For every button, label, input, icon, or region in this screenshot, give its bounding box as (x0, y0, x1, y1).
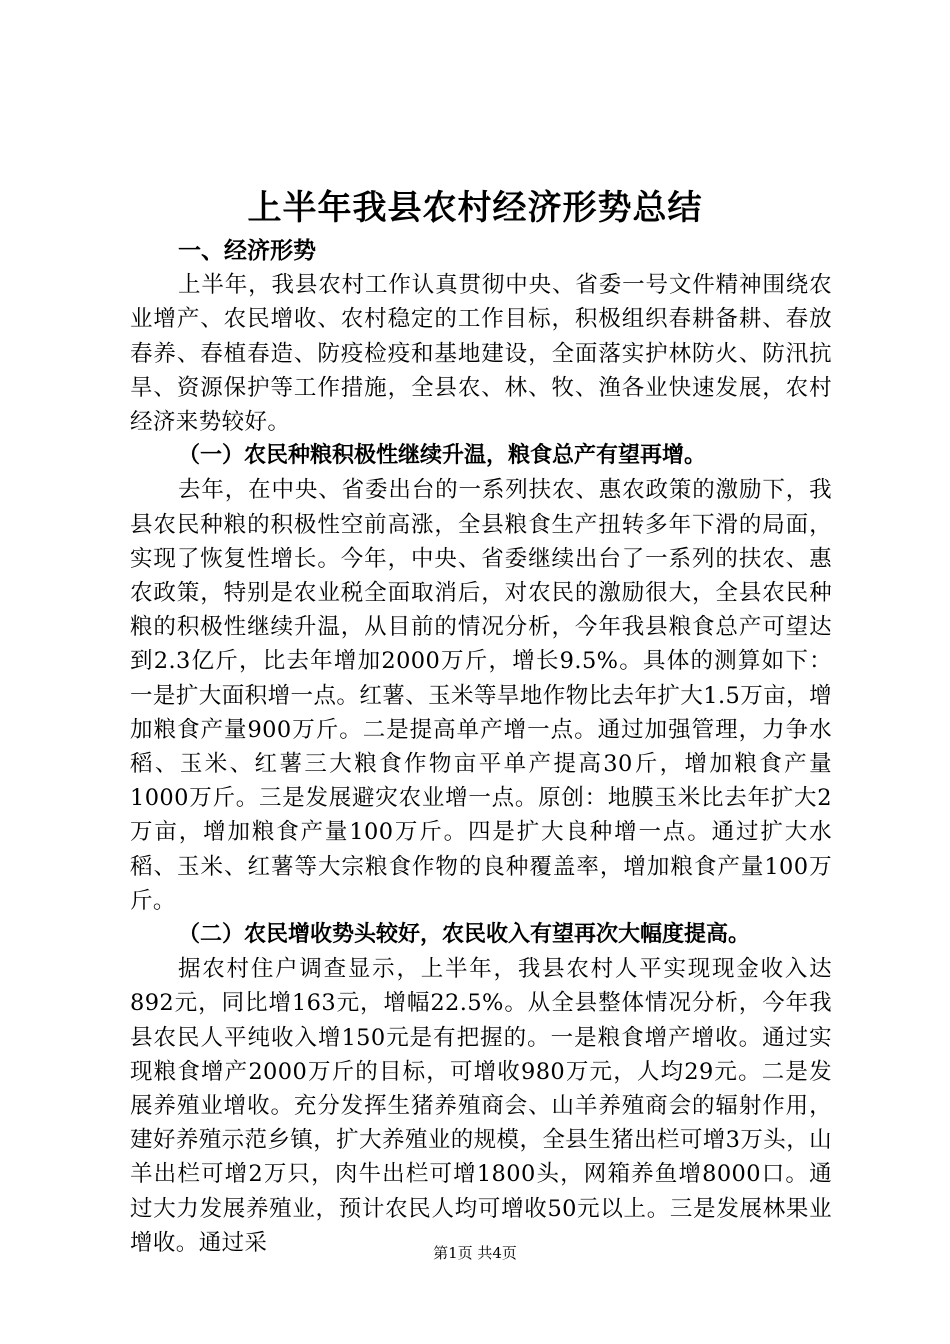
section-heading-economic-situation: 一、经济形势 (178, 238, 316, 264)
document-title: 上半年我县农村经济形势总结 (247, 188, 703, 228)
paragraph-grain: 去年，在中央、省委出台的一系列扶农、惠农政策的激励下，我县农民种粮的积极性空前高涨，全县粮食生产扭转多年下滑的局面，实现了恢复性增长。今年，中央、省委继续出台了一系列的扶农、惠农政策，特别是农业税全面取消后，对农民的激励很大，全县农民种粮的积极性继续升温，从目前的情况分析，今年我县粮食总产可望达到2.3亿斤，比去年增加2000万斤，增长9.5%。具体的测算如下：一是扩大面积增一点。红薯、玉米等旱地作物比去年扩大1.5万亩，增加粮食产量900万斤。二是提高单产增一点。通过加强管理，力争水稻、玉米、红薯三大粮食作物亩平单产提高30斤，增加粮食产量1000万斤。三是发展避灾农业增一点。原创：地膜玉米比去年扩大2万亩，增加粮食产量100万斤。四是扩大良种增一点。通过扩大水稻、玉米、红薯等大宗粮食作物的良种覆盖率，增加粮食产量100万斤。 (130, 477, 832, 914)
paragraph-overview: 上半年，我县农村工作认真贯彻中央、省委一号文件精神围绕农业增产、农民增收、农村稳定的工作目标，积极组织春耕备耕、春放春养、春植春造、防疫检疫和基地建设，全面落实护林防火、防汛抗旱、资源保护等工作措施，全县农、林、牧、渔各业快速发展，农村经济来势较好。 (130, 272, 832, 436)
subsection-heading-grain: （一）农民种粮积极性继续升温，粮食总产有望再增。 (178, 443, 707, 469)
subsection-heading-income: （二）农民增收势头较好，农民收入有望再次大幅度提高。 (178, 922, 751, 948)
document-body (130, 234, 832, 1260)
paragraph-income: 据农村住户调查显示，上半年，我县农村人平实现现金收入达892元，同比增163元，增幅22.5%。从全县整体情况分析，今年我县农民人平纯收入增150元是有把握的。一是粮食增产增收。通过实现粮食增产2000万斤的目标，可增收980万元，人均29元。二是发展养殖业增收。充分发挥生猪养殖商会、山羊养殖商会的辐射作用，建好养殖示范乡镇，扩大养殖业的规模，全县生猪出栏可增3万头，山羊出栏可增2万只，肉牛出栏可增1800头，网箱养鱼增8000口。通过大力发展养殖业，预计农民人均可增收50元以上。三是发展林果业增收。通过采 (130, 956, 832, 1256)
page-number-footer: 第1页 共4页 (433, 1244, 517, 1262)
